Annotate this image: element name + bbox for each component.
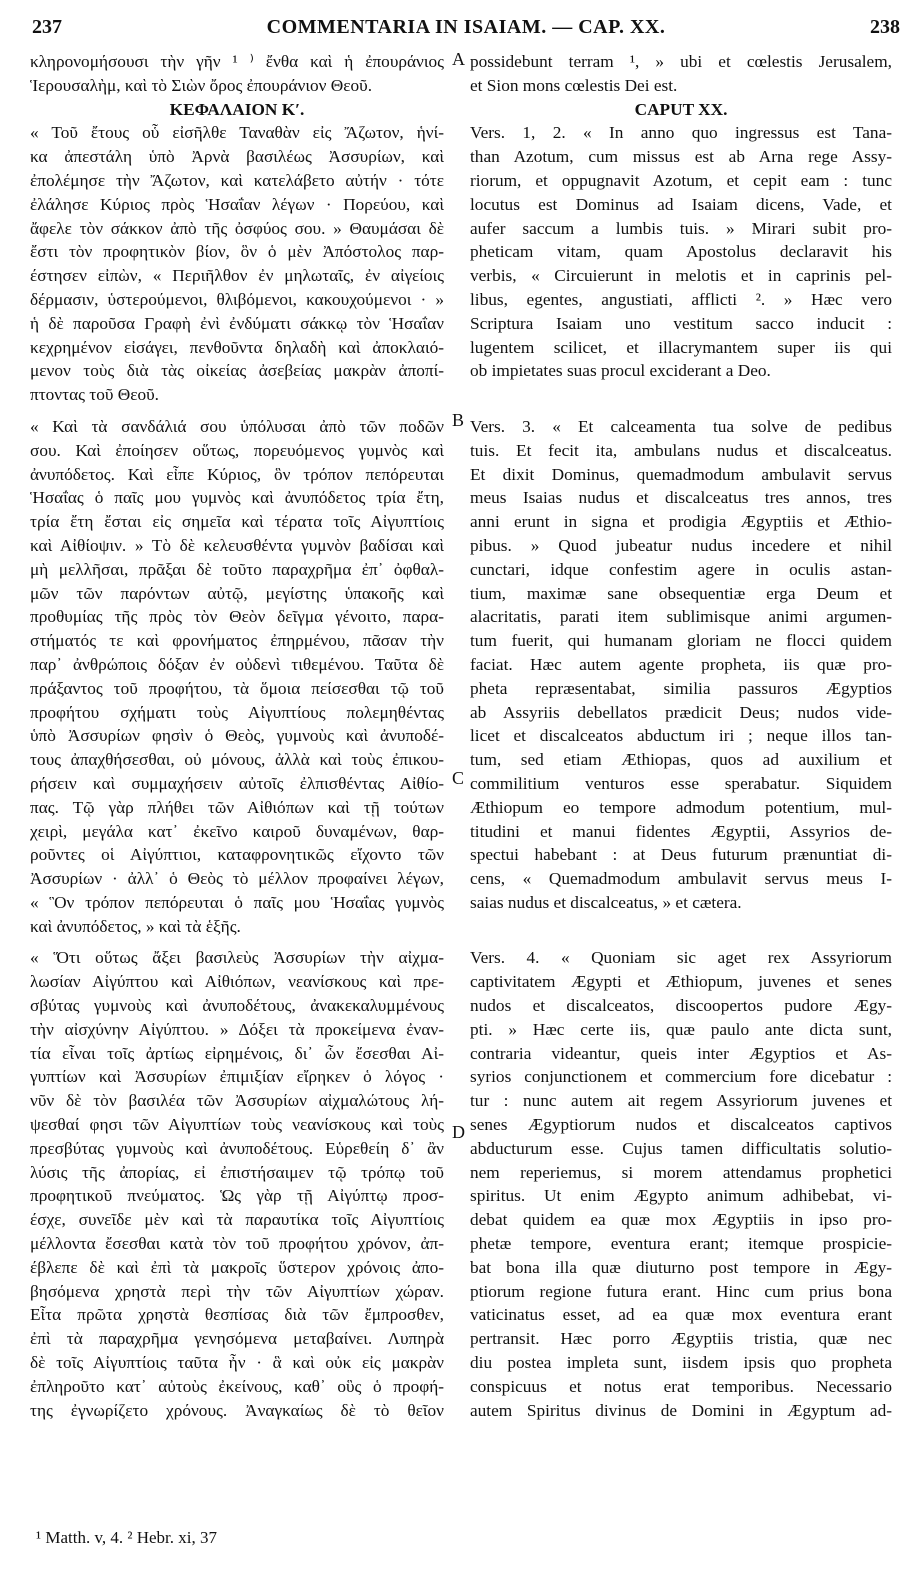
- greek-line: μῶν τῶν παρόντων αὐτῷ, μεγίστης ὑπακοῆς καὶ: [30, 583, 444, 603]
- greek-line: βησόμενα χρηστὰ περὶ τὴν τῶν Αἰγυπτίων χώραν.: [30, 1281, 444, 1301]
- greek-line: « Τοῦ ἔτους οὗ εἰσῆλθε Ταναθὰν εἰς Ἄζωτον, ἡνί-: [30, 123, 444, 143]
- latin-line: syrios conjunctionem et commercium fore dicebatur :: [470, 1067, 892, 1087]
- greek-line: νῦν δὲ τὸν βασιλέα τῶν Ἀσσυρίων αἰχμαλώτους λή-: [30, 1091, 444, 1111]
- greek-line: ὑπὸ Ἀσσυρίων φησὶν ὁ Θεὸς, γυμνοὺς καὶ ἀνυποδέ-: [30, 726, 444, 746]
- latin-line: alacritatis, parati item sublimisque animi argumen-: [470, 607, 892, 627]
- latin-line: bat bona illa quæ diuturno post tempore in Ægy-: [470, 1257, 892, 1277]
- greek-line: ψεσθαί φησι τῶν Αἰγυπτίων τοὺς νεανίσκους καὶ τοὺς: [30, 1115, 444, 1135]
- greek-line: πρεσβύτας γυμνοὺς καὶ ἀνυποδέτους. Εὑρεθείη δ᾽ ἂν: [30, 1138, 444, 1158]
- greek-line: « Καὶ τὰ σανδάλιά σου ὑπόλυσαι ἀπὸ τῶν ποδῶν: [30, 416, 444, 436]
- greek-line: της ἐγνωρίζετο χρόνους. Ἀναγκαίως δὲ τὸ θεῖον: [30, 1400, 444, 1420]
- latin-line: captivitatem Ægypti et Æthiopum, juvenes et senes: [470, 972, 892, 992]
- latin-line: autem Spiritus divinus de Domini in Ægyptum ad-: [470, 1400, 892, 1420]
- greek-line: πτοντας τοῦ Θεοῦ.: [30, 385, 160, 405]
- greek-line: κεχρημένον εἰσάγει, πενθοῦντα δηλαδὴ καὶ ἀποκλαιό-: [30, 337, 444, 357]
- latin-line: meus Isaias nudus et discalceatus tres annos, tres: [470, 488, 892, 508]
- latin-line: cens, « Quemadmodum ambulavit servus meus I-: [470, 869, 892, 889]
- latin-line: saias nudus et discalceatus, » et cætera.: [470, 892, 742, 912]
- running-header: [32, 16, 900, 44]
- greek-line: τία εἶναι τοῖς ἀρτίως εἰρημένοις, δι᾽ ὧν ἔσεσθαι Αἰ-: [30, 1043, 444, 1063]
- page-number-left: 237: [32, 16, 62, 38]
- latin-line: tum fuerit, qui humanam gloriam ne flocci quidem: [470, 631, 892, 651]
- greek-line: ἔστι τὸν προφητικὸν βίον, ὃν ὁ μὲν Ἀπόστολος παρ-: [30, 242, 444, 262]
- latin-line: [470, 1422, 892, 1446]
- greek-line: σβύτας γυμνοὺς καὶ ἀνυποδέτους, ἀνακεκαλυμμένους: [30, 996, 444, 1016]
- running-title: COMMENTARIA IN ISAIAM. — CAP. XX.: [266, 16, 666, 38]
- footnotes: ¹ Matth. v, 4. ² Hebr. xi, 37: [36, 1528, 217, 1547]
- greek-line: γυπτίων καὶ Ἀσσυρίων ἐπιμιξίαν εἴρηκεν ὁ λόγος ·: [30, 1067, 444, 1087]
- page-number-right: 238: [870, 16, 900, 38]
- latin-line: tum, sed etiam Æthiopas, quos ad auxilium et: [470, 750, 892, 770]
- latin-line: tium, maximæ sane obsequentiæ erga Deum et: [470, 583, 892, 603]
- latin-line: Vers. 3. « Et calceamenta tua solve de pedibus: [470, 416, 892, 436]
- latin-line: riorum, et oppugnavit Azotum, et cepit eam : tunc: [470, 170, 892, 190]
- latin-line: spiritus. Ut enim Ægypto animum adhibebat, vi-: [470, 1186, 892, 1206]
- latin-line: commilitium venturos esse sperabatur. Siquidem: [470, 773, 892, 793]
- greek-line: λύσις τῆς ἀπορίας, εἰ ἐπιστήσαιμεν τῷ τρόπῳ τοῦ: [30, 1162, 444, 1182]
- greek-line: ἀνυπόδετος. Καὶ εἶπε Κύριος, ὃν τρόπον πεπόρευται: [30, 464, 444, 484]
- greek-line: προφητικοῦ πνεύματος. Ὡς γὰρ τῇ Αἰγύπτῳ προσ-: [30, 1186, 444, 1206]
- latin-line: locutus est Dominus ad Isaiam dicens, Vade, et: [470, 194, 892, 214]
- latin-line: Æthiopum eo tempore admodum potentium, mul-: [470, 797, 892, 817]
- latin-line: spectui habebant : at Deus futurum prænuntiat di-: [470, 845, 892, 865]
- greek-line: ρήσειν καὶ συμμαχήσειν αὐτοῖς ἐλπισθέντας Αἰθίο-: [30, 773, 444, 793]
- greek-line: ἐπληροῦτο κατ᾽ αὐτοὺς ἐκείνους, καθ᾽ οὓς ὁ προφή-: [30, 1376, 444, 1396]
- latin-line: abducturum esse. Cujus tamen difficultatis solutio-: [470, 1138, 892, 1158]
- latin-line: debat quidem ea quæ mox Ægyptiis in ipso pro-: [470, 1210, 892, 1230]
- greek-line: ἐλάλησε Κύριος πρὸς Ἡσαΐαν λέγων · Πορεύου, καὶ: [30, 194, 444, 214]
- greek-line: κα ἀπεστάλη ὑπὸ Ἀρνὰ βασιλέως Ἀσσυρίων, καὶ: [30, 147, 444, 167]
- greek-line: ἐπὶ τὰ παραχρῆμα γενησόμενα μεταβαίνει. Λυπηρὰ: [30, 1329, 444, 1349]
- greek-line: ἡ δὲ παροῦσα Γραφὴ ἐνὶ ἐνδύματι σάκκῳ τὸν Ἡσαΐαν: [30, 313, 444, 333]
- greek-line: Ἱερουσαλὴμ, καὶ τὸ Σιὼν ὄρος ἐπουράνιον Θεοῦ.: [30, 75, 373, 95]
- greek-line: καὶ Αἰθίοψιν. » Τὸ δὲ κελευσθέντα γυμνὸν βαδίσαι καὶ: [30, 535, 444, 555]
- latin-line: faciat. Hæc autem agente propheta, iis quæ pro-: [470, 654, 892, 674]
- chapter-heading-greek: ΚΕΦΑΛΑΙΟΝ Κʹ.: [169, 99, 305, 119]
- greek-line: μὴ μελλῆσαι, πρᾶξαι δὲ τοῦτο παραχρῆμα ἐπ᾽ ὀφθαλ-: [30, 559, 444, 579]
- latin-column: [470, 50, 892, 1446]
- latin-line: ptiorum regione futura erant. Hinc cum prius bona: [470, 1281, 892, 1301]
- greek-column: [30, 50, 444, 1422]
- latin-line: tuis. Et fecit ita, ambulans nudus et discalceatus.: [470, 440, 892, 460]
- greek-line: έσχε, συνεῖδε μὲν καὶ τὰ παραυτίκα τοῖς Αἰγυπτίοις: [30, 1210, 444, 1230]
- greek-line: μενον τοὺς διὰ τὰς οἰκείας ἀσεβείας μακρὰν ἀποπί-: [30, 361, 444, 381]
- greek-line: δέρμασιν, ὑστερούμενοι, θλιβόμενοι, κακουχούμενοι · »: [30, 289, 444, 309]
- latin-line: nem reperiemus, si morem attendamus prophetici: [470, 1162, 892, 1182]
- latin-line: Scriptura Isaiam uno vestitum sacco inducit :: [470, 313, 892, 333]
- greek-line: λωσίαν Αἰγύπτου καὶ Αἰθιόπων, νεανίσκους καὶ πρε-: [30, 972, 444, 992]
- latin-line: pheta repræsentabat, similia passuros Ægyptios: [470, 678, 892, 698]
- latin-line: nudos et discalceatos, discoopertos pudore Ægy-: [470, 996, 892, 1016]
- latin-line: Vers. 1, 2. « In anno quo ingressus est Tana-: [470, 123, 892, 143]
- greek-line: χειρὶ, μεγάλα κατ᾽ ἐκεῖνο καιροῦ δυναμένων, θαρ-: [30, 821, 444, 841]
- margin-letter-c: C: [452, 768, 465, 788]
- greek-line: προφήτου σχήματι τοὺς Αἰγυπτίους πολεμηθέντας: [30, 702, 444, 722]
- latin-line: than Azotum, cum missus est ab Arna rege Assy-: [470, 147, 892, 167]
- latin-line: ab Assyriis debellatos prædicit Deus; nudos vide-: [470, 702, 892, 722]
- greek-line: Εἶτα πρῶτα χρηστὰ θεσπίσας διὰ τῶν ἔμπροσθεν,: [30, 1305, 444, 1325]
- latin-line: vaticinatus esset, ad ea quæ mox eventura erant: [470, 1305, 892, 1325]
- latin-line: cunctari, idque confestim agere in oculis astan-: [470, 559, 892, 579]
- latin-line: licet et discalceatos abductum iri ; neque illos tan-: [470, 726, 892, 746]
- latin-line: possidebunt terram ¹, » ubi et cœlestis Jerusalem,: [470, 52, 892, 71]
- greek-line: στήματός τε καὶ φρονήματος ἐπηρμένου, πᾶσαν τὴν: [30, 631, 444, 651]
- latin-line: lugentem scilicet, et illacrymantem super iis qui: [470, 337, 892, 357]
- latin-line: tur : nunc autem ait regem Assyriorum juvenes et: [470, 1091, 892, 1111]
- latin-line: ob impietates suas procul exciderant a Deo.: [470, 361, 771, 381]
- greek-line: καὶ ἀνυπόδετος, » καὶ τὰ ἑξῆς.: [30, 916, 241, 936]
- latin-line: Et dixit Dominus, quemadmodum ambulavit servus: [470, 464, 892, 484]
- latin-line: pheticam vitam, quam Apostolus declaravit his: [470, 242, 892, 262]
- greek-line: τρία ἔτη ἔσται εἰς σημεῖα καὶ τέρατα τοῖς Αἰγυπτίοις: [30, 512, 444, 532]
- greek-line: τους ἀπαχθήσεσθαι, οὐ μόνους, ἀλλὰ καὶ τοὺς ἐπικου-: [30, 750, 444, 770]
- latin-line: libus, egentes, angustiati, afflicti ². » Hæc vero: [470, 289, 892, 309]
- margin-letter-a: A: [452, 49, 465, 69]
- latin-line: diu postea impleta sunt, iisdem ipsis quo propheta: [470, 1353, 892, 1373]
- greek-line: « Ὅτι οὕτως ἄξει βασιλεὺς Ἀσσυρίων τὴν αἰχμα-: [30, 948, 444, 968]
- greek-line: μέλλοντα ἔσεσθαι κατὰ τὸν τοῦ προφήτου χρόνον, ἀπ-: [30, 1234, 444, 1254]
- margin-letter-d: D: [452, 1122, 465, 1142]
- greek-line: έβλεπε δὲ καὶ ἐπὶ τὰ μακροῖς ὕστερον χρόνοις ἀπο-: [30, 1257, 444, 1277]
- latin-line: conspicuus et notus erat temporibus. Necessario: [470, 1376, 892, 1396]
- latin-line: contraria videantur, queis inter Ægyptios et As-: [470, 1043, 892, 1063]
- latin-line: pti. » Hæc certe iis, quæ paulo ante dicta sunt,: [470, 1019, 892, 1039]
- greek-line: σου. Καὶ ἐποίησεν οὕτως, πορευόμενος γυμνὸς καὶ: [30, 440, 444, 460]
- greek-line: κληρονομήσουσι τὴν γῆν ¹ ⁾ ἔνθα καὶ ἡ ἐπουράνιος: [30, 52, 444, 71]
- greek-line: πράξαντος τοῦ προφήτου, τὰ ὅμοια πείσεσθαι τῷ τοῦ: [30, 678, 444, 698]
- latin-line: verbis, « Circuierunt in melotis et in caprinis pel-: [470, 266, 892, 286]
- greek-line: δὲ τοῖς Αἰγυπτίοις ταῦτα ἦν · ἃ καὶ οὐκ εἰς μακρὰν: [30, 1353, 444, 1373]
- latin-line: senes Ægyptiorum nudos et discalceatos captivos: [470, 1115, 892, 1135]
- latin-line: Vers. 4. « Quoniam sic aget rex Assyriorum: [470, 948, 892, 968]
- latin-line: anni erunt in signa et prodigia Ægyptiis et Æthio-: [470, 512, 892, 532]
- chapter-heading-latin: CAPUT XX.: [634, 99, 728, 119]
- margin-letter-b: B: [452, 410, 465, 430]
- greek-line: τὴν αἰσχύνην Αἰγύπτου. » Δόξει τὰ προκείμενα ἐναν-: [30, 1019, 444, 1039]
- greek-line: παρ᾽ ἀνθρώποις δόξαν ἐν οὐδενὶ τιθεμένου. Ταῦτα δὲ: [30, 654, 444, 674]
- latin-line: titudini et manui fidentes Ægyptii, Assyrios de-: [470, 821, 892, 841]
- greek-line: Ἀσσυρίων · ἀλλ᾽ ὁ Θεὸς τὸ μέλλον προφαίνει λέγων,: [30, 869, 444, 889]
- greek-line: ἄφελε τὸν σάκκον ἀπὸ τῆς ὀσφύος σου. » Θαυμάσαι δὲ: [30, 218, 444, 238]
- latin-line: aufer saccum a lumbis tuis. » Mirari subit pro-: [470, 218, 892, 238]
- latin-line: phetæ tempore, eventura erant; itemque prospicie-: [470, 1234, 892, 1254]
- greek-line: ροῦντες οἱ Αἰγύπτιοι, καταφρονητικῶς εἴχοντο τῶν: [30, 845, 444, 865]
- greek-line: ἐπολέμησε τὴν Ἄζωτον, καὶ κατελάβετο αὐτήν · τότε: [30, 170, 444, 190]
- latin-line: pertransit. Hæc porro Ægyptiis tristia, quæ nec: [470, 1329, 892, 1349]
- greek-line: έστησεν εἰπὼν, « Περιῆλθον ἐν μηλωταῖς, ἐν αἰγείοις: [30, 266, 444, 286]
- greek-line: Ἡσαΐας ὁ παῖς μου γυμνὸς καὶ ἀνυπόδετος τρία ἔτη,: [30, 488, 444, 508]
- greek-line: πας. Τῷ γὰρ πλήθει τῶν Αἰθιόπων καὶ τῇ τούτων: [30, 797, 444, 817]
- greek-line: προθυμίας τῆς πρὸς τὸν Θεὸν δεῖγμα γένοιτο, παρα-: [30, 607, 444, 627]
- greek-line: « Ὃν τρόπον πεπόρευται ὁ παῖς μου Ἡσαΐας γυμνὸς: [30, 892, 444, 912]
- latin-line: et Sion mons cœlestis Dei est.: [470, 75, 678, 95]
- latin-line: pibus. » Quod jubeatur nudus incedere et nihil: [470, 535, 892, 555]
